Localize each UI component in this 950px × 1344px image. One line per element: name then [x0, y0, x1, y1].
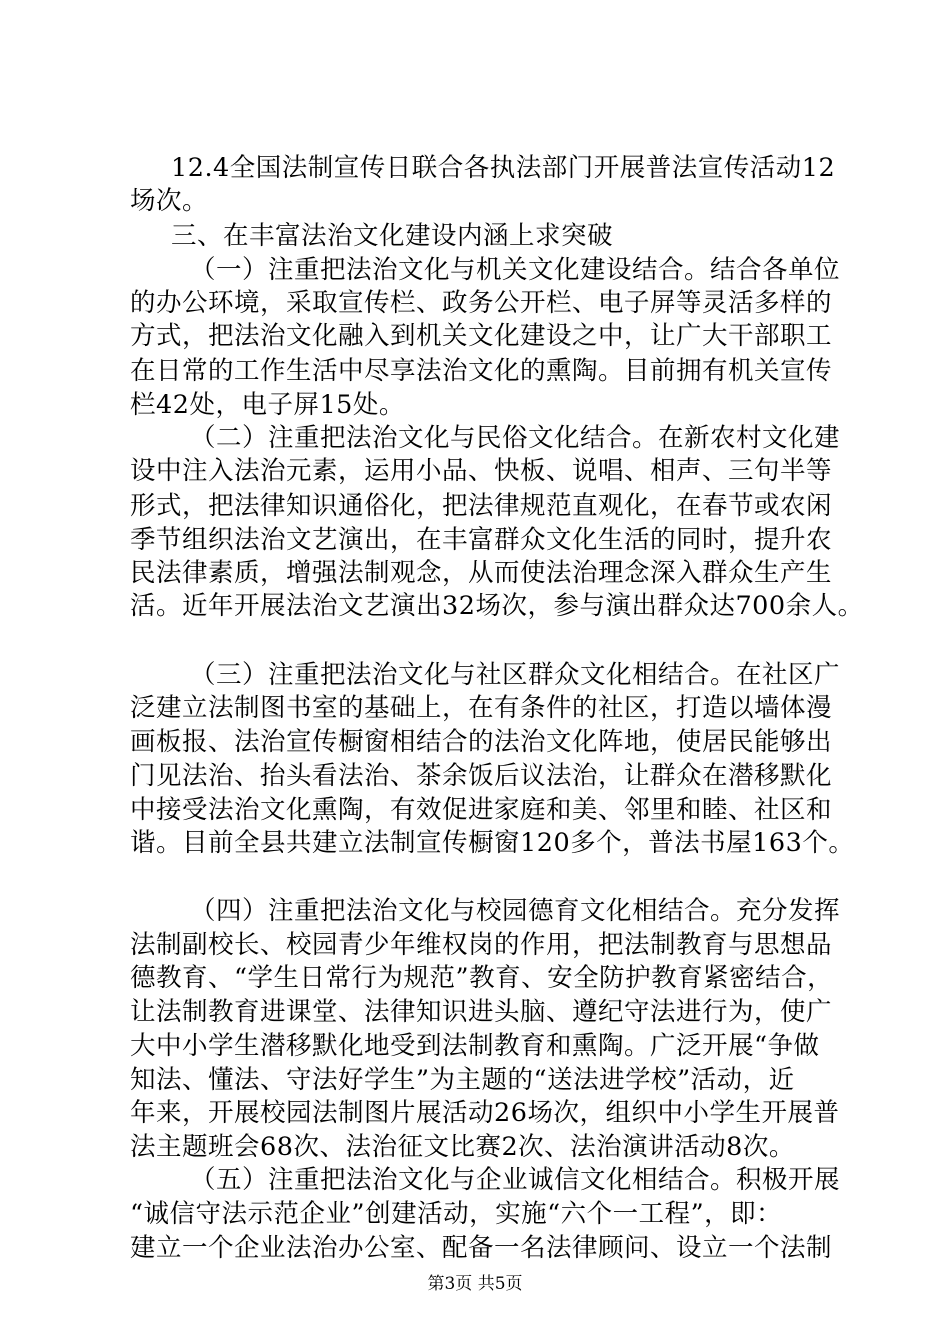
page-number-footer: 第3页 共5页 — [427, 1274, 523, 1294]
text-line: 德教育、“学生日常行为规范”教育、安全防护教育紧密结合， — [130, 963, 834, 994]
section-heading: 三、在丰富法治文化建设内涵上求突破 — [171, 220, 614, 251]
text-line: （二）注重把法治文化与民俗文化结合。在新农村文化建 — [190, 423, 841, 454]
text-line: 门见法治、抬头看法治、茶余饭后议法治，让群众在潜移默化 — [130, 760, 833, 791]
text-line: （四）注重把法治文化与校园德育文化相结合。充分发挥 — [190, 895, 841, 926]
text-line: 知法、懂法、守法好学生”为主题的“送法进学校”活动，近 — [130, 1065, 795, 1096]
text-line: 栏42处，电子屏15处。 — [130, 389, 405, 420]
text-line: 泛建立法制图书室的基础上，在有条件的社区，打造以墙体漫 — [130, 693, 833, 724]
text-line: 谐。目前全县共建立法制宣传橱窗120多个，普法书屋163个。 — [130, 828, 855, 859]
text-line: 形式，把法律知识通俗化，把法律规范直观化，在春节或农闲 — [130, 490, 833, 521]
text-line: 画板报、法治宣传橱窗相结合的法治文化阵地，使居民能够出 — [130, 727, 833, 758]
text-line: 让法制教育进课堂、法律知识进头脑、遵纪守法进行为，使广 — [130, 996, 833, 1027]
text-line: 大中小学生潜移默化地受到法制教育和熏陶。广泛开展“争做 — [130, 1030, 820, 1061]
text-line: 中接受法治文化熏陶，有效促进家庭和美、邻里和睦、社区和 — [130, 794, 833, 825]
text-line: 建立一个企业法治办公室、配备一名法律顾问、设立一个法制 — [130, 1233, 833, 1263]
text-line: “诚信守法示范企业”创建活动，实施“六个一工程”，即： — [130, 1199, 783, 1230]
text-line: 活。近年开展法治文艺演出32场次，参与演出群众达700余人。 — [130, 591, 864, 622]
text-line: 方式，把法治文化融入到机关文化建设之中，让广大干部职工 — [130, 321, 833, 352]
text-line: 的办公环境，采取宣传栏、政务公开栏、电子屏等灵活多样的 — [130, 288, 833, 319]
text-line: 法主题班会68次、法治征文比赛2次、法治演讲活动8次。 — [130, 1131, 795, 1162]
text-line: 设中注入法治元素，运用小品、快板、说唱、相声、三句半等 — [130, 456, 833, 487]
text-line: 在日常的工作生活中尽享法治文化的熏陶。目前拥有机关宣传 — [130, 355, 833, 386]
text-line: 12.4全国法制宣传日联合各执法部门开展普法宣传活动12 — [171, 153, 836, 183]
text-line: 法制副校长、校园青少年维权岗的作用，把法制教育与思想品 — [130, 930, 833, 961]
text-line: （一）注重把法治文化与机关文化建设结合。结合各单位 — [190, 254, 841, 285]
text-line: （五）注重把法治文化与企业诚信文化相结合。积极开展 — [190, 1165, 841, 1196]
text-line: 场次。 — [130, 186, 209, 217]
text-line: 年来，开展校园法制图片展活动26场次，组织中小学生开展普 — [130, 1098, 840, 1129]
text-line: 民法律素质，增强法制观念，从而使法治理念深入群众生产生 — [130, 558, 833, 589]
text-line: （三）注重把法治文化与社区群众文化相结合。在社区广 — [190, 659, 841, 690]
text-line: 季节组织法治文艺演出，在丰富群众文化生活的同时，提升农 — [130, 524, 833, 555]
